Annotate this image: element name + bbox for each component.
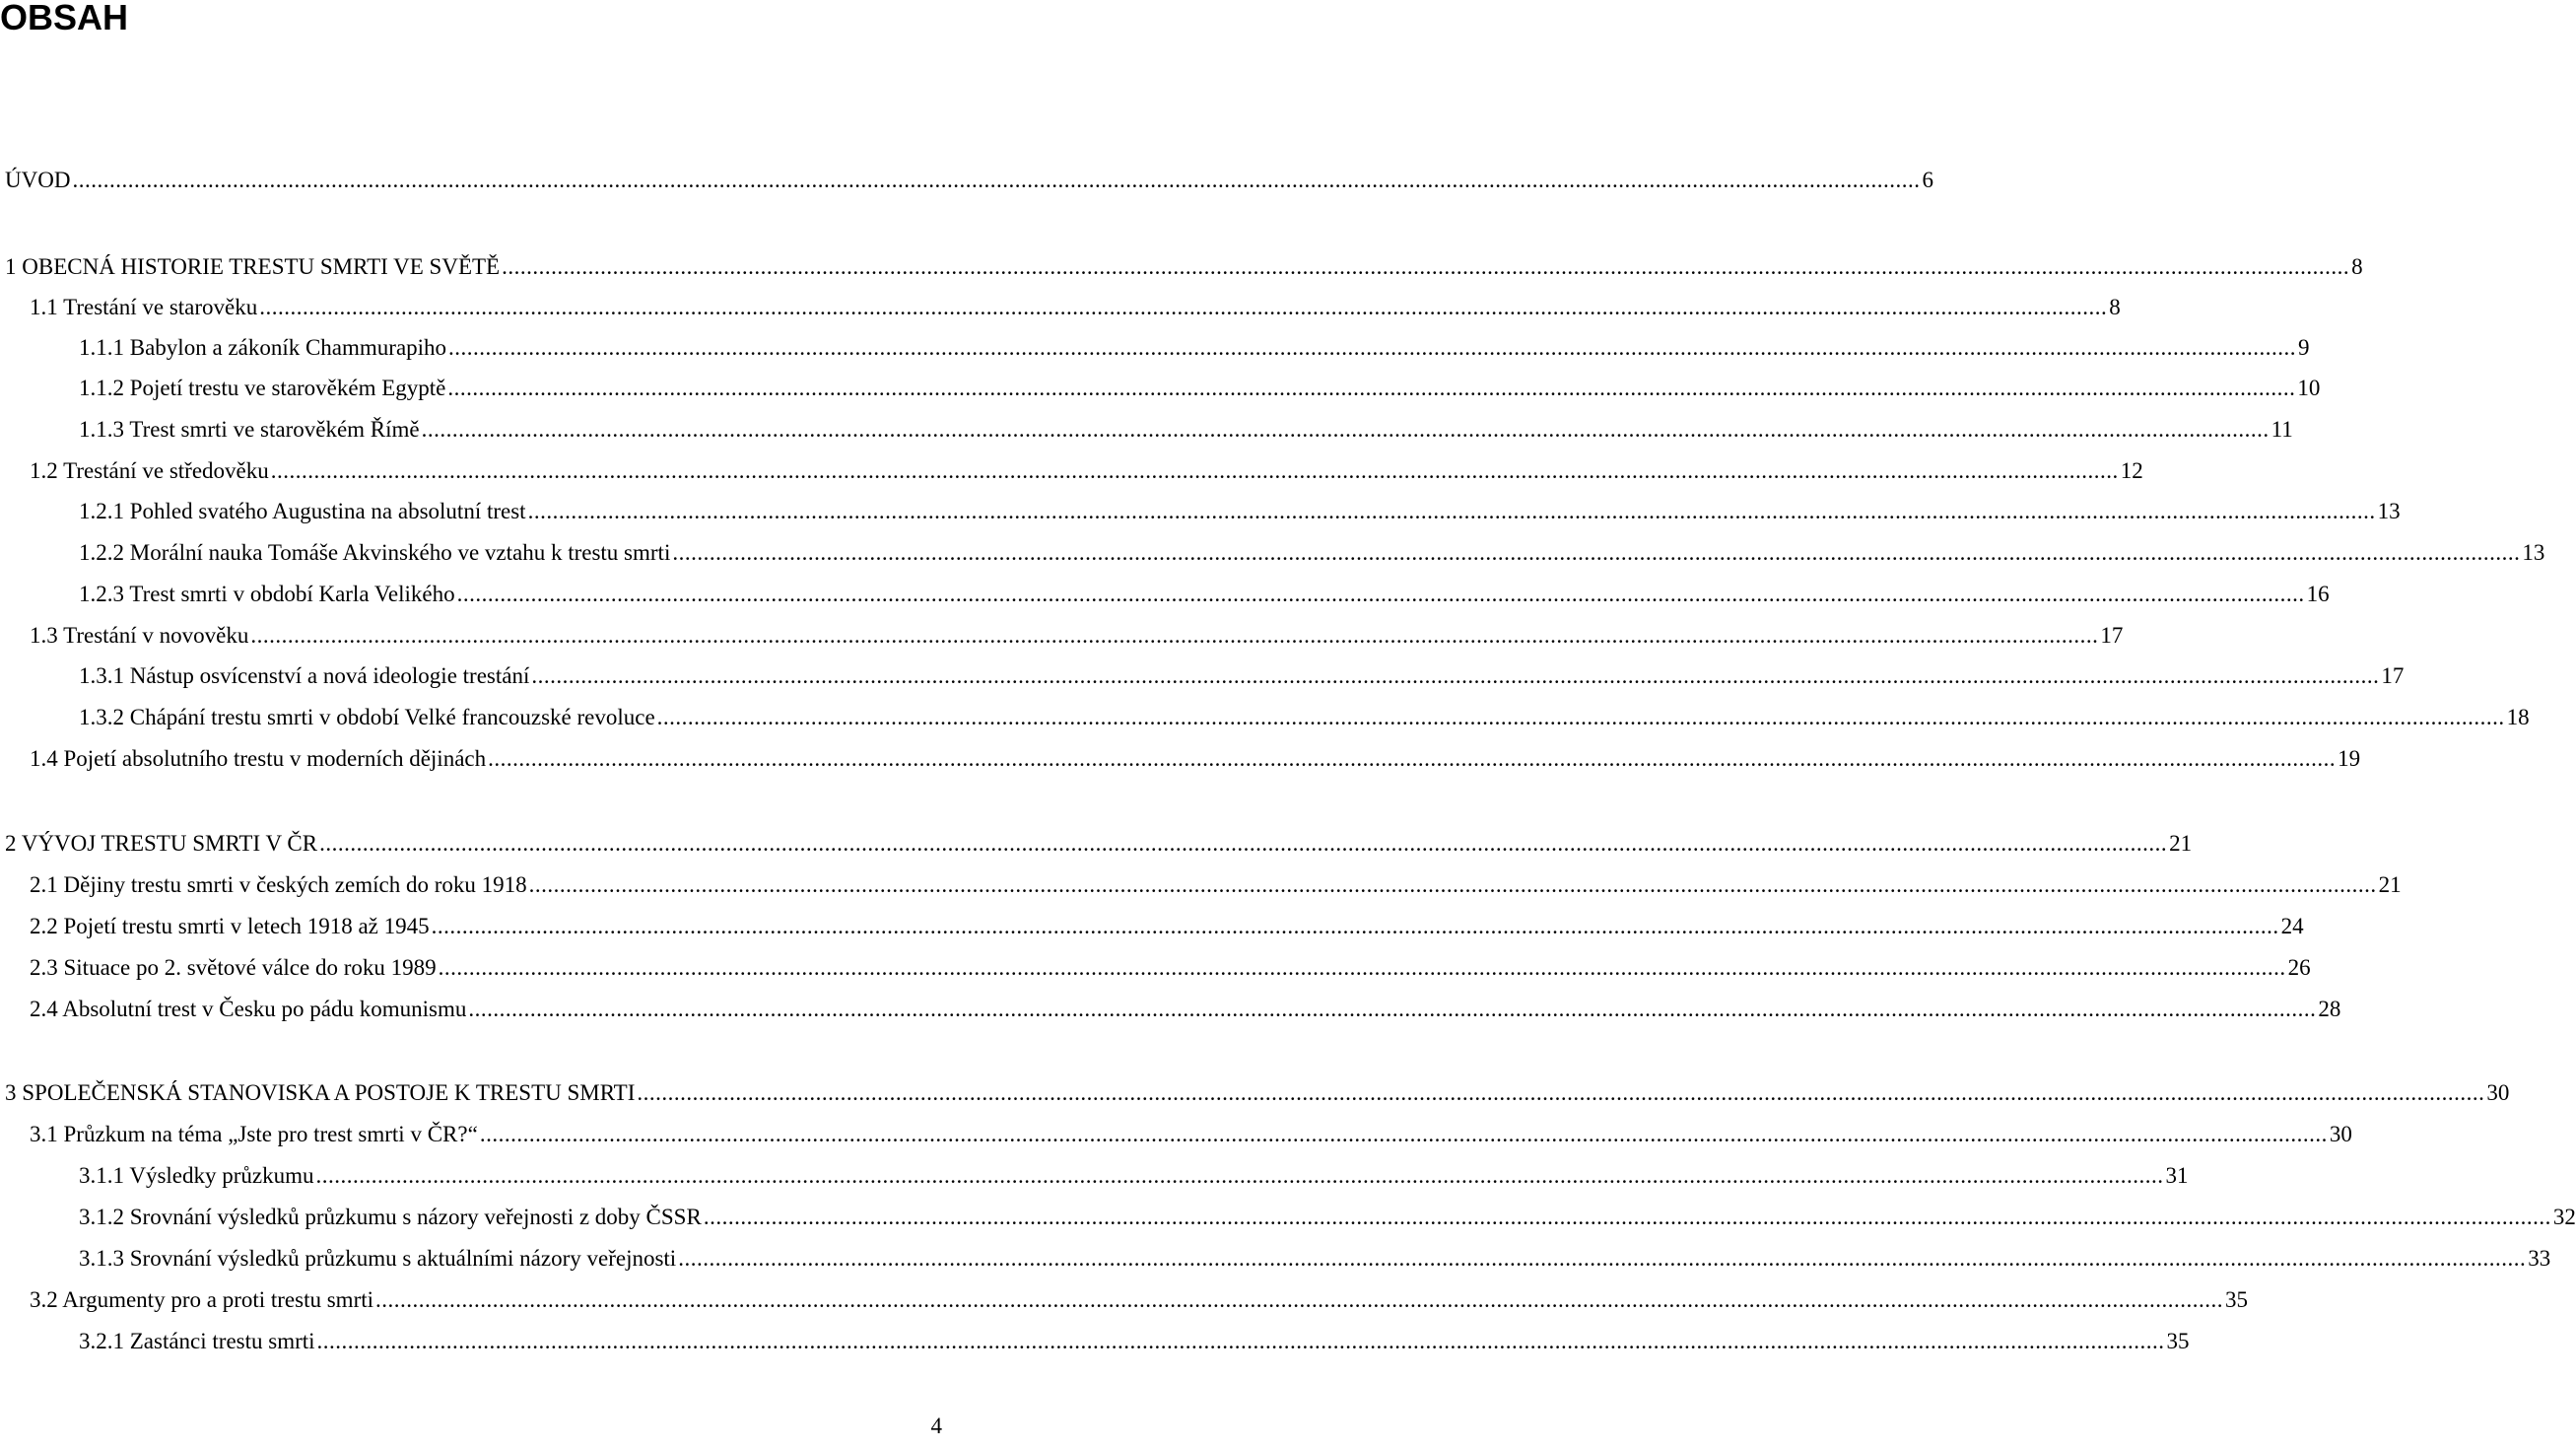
toc-entry-page: 31 xyxy=(2165,1163,2189,1188)
toc-dot-leader: ............................................................................................................................................................................................................................................................................................................ xyxy=(672,540,2521,565)
toc-entry[interactable] xyxy=(0,912,2304,941)
toc-entry-title: 1.2 Trestání ve středověku xyxy=(30,458,269,483)
toc-entry-title: 1.3.1 Nástup osvícenství a nová ideologie trestání xyxy=(79,663,530,688)
toc-entry[interactable] xyxy=(0,995,2341,1024)
toc-entry-title: 1.1.1 Babylon a zákoník Chammurapiho xyxy=(79,335,447,360)
toc-dot-leader: ............................................................................................................................................................................................................................................................................................................ xyxy=(656,705,2505,729)
toc-dot-leader: ............................................................................................................................................................................................................................................................................................................ xyxy=(315,1163,2164,1188)
toc-entry-page: 35 xyxy=(2166,1329,2190,1353)
toc-entry-page: 11 xyxy=(2271,417,2293,442)
toc-entry[interactable] xyxy=(0,497,2401,526)
toc-dot-leader: ............................................................................................................................................................................................................................................................................................................ xyxy=(502,254,2350,279)
toc-entry-title: 2 VÝVOJ TRESTU SMRTI V ČR xyxy=(5,831,318,856)
toc-entry[interactable] xyxy=(0,580,2330,609)
toc-entry-title: 1.3.2 Chápání trestu smrti v období Velké francouzské revoluce xyxy=(79,705,655,729)
toc-dot-leader: ............................................................................................................................................................................................................................................................................................................ xyxy=(678,1246,2527,1271)
toc-entry[interactable] xyxy=(0,166,1933,195)
toc-dot-leader: ............................................................................................................................................................................................................................................................................................................ xyxy=(531,663,2380,688)
toc-entry[interactable] xyxy=(0,1203,2576,1232)
toc-entry-title: 3.1.3 Srovnání výsledků průzkumu s aktuálními názory veřejnosti xyxy=(79,1246,677,1271)
toc-entry[interactable] xyxy=(0,415,2293,445)
toc-entry[interactable] xyxy=(0,1078,2510,1108)
toc-entry-title: 1.4 Pojetí absolutního trestu v moderních dějinách xyxy=(30,746,487,771)
toc-dot-leader: ............................................................................................................................................................................................................................................................................................................ xyxy=(431,914,2279,938)
toc-entry-title: 1.1.2 Pojetí trestu ve starověkém Egyptě xyxy=(79,376,446,400)
toc-entry-page: 17 xyxy=(2100,623,2124,648)
toc-entry-page: 19 xyxy=(2338,746,2361,771)
toc-entry-page: 32 xyxy=(2552,1205,2576,1229)
toc-entry[interactable] xyxy=(0,870,2402,900)
toc-entry-page: 30 xyxy=(2329,1122,2352,1146)
toc-dot-leader: ............................................................................................................................................................................................................................................................................................................ xyxy=(259,295,2108,319)
toc-dot-leader: ............................................................................................................................................................................................................................................................................................................ xyxy=(72,168,1921,192)
toc-entry[interactable] xyxy=(0,621,2124,651)
toc-entry-title: 2.4 Absolutní trest v Česku po pádu komunismu xyxy=(30,997,467,1021)
toc-entry-title: 3.2 Argumenty pro a proti trestu smrti xyxy=(30,1287,374,1312)
toc-entry-page: 21 xyxy=(2169,831,2193,856)
toc-entry-page: 12 xyxy=(2120,458,2143,483)
page-title: OBSAH xyxy=(0,0,129,37)
toc-entry[interactable] xyxy=(0,1161,2189,1191)
toc-entry-title: 3 SPOLEČENSKÁ STANOVISKA A POSTOJE K TRESTU SMRTI xyxy=(5,1080,636,1105)
toc-entry-page: 6 xyxy=(1922,168,1933,192)
toc-entry-title: 1.2.3 Trest smrti v období Karla Velikého xyxy=(79,582,455,606)
toc-dot-leader: ............................................................................................................................................................................................................................................................................................................ xyxy=(270,458,2119,483)
toc-entry-title: 1.3 Trestání v novověku xyxy=(30,623,249,648)
toc-entry[interactable] xyxy=(0,1285,2249,1315)
toc-entry-title: 1.1 Trestání ve starověku xyxy=(30,295,258,319)
toc-entry[interactable] xyxy=(0,252,2363,282)
toc-entry-page: 21 xyxy=(2378,872,2402,897)
toc-entry[interactable] xyxy=(0,333,2310,363)
toc-entry-page: 8 xyxy=(2351,254,2363,279)
toc-entry[interactable] xyxy=(0,374,2321,403)
toc-dot-leader: ............................................................................................................................................................................................................................................................................................................ xyxy=(479,1122,2328,1146)
toc-entry-page: 35 xyxy=(2225,1287,2249,1312)
toc-dot-leader: ............................................................................................................................................................................................................................................................................................................ xyxy=(468,997,2317,1021)
toc-dot-leader: ............................................................................................................................................................................................................................................................................................................ xyxy=(528,872,2377,897)
toc-dot-leader: ............................................................................................................................................................................................................................................................................................................ xyxy=(319,831,2168,856)
toc-entry[interactable] xyxy=(0,1244,2551,1274)
toc-entry-title: 1.1.3 Trest smrti ve starověkém Římě xyxy=(79,417,420,442)
toc-dot-leader: ............................................................................................................................................................................................................................................................................................................ xyxy=(375,1287,2224,1312)
toc-dot-leader: ............................................................................................................................................................................................................................................................................................................ xyxy=(438,955,2286,980)
toc-entry[interactable] xyxy=(0,1120,2352,1149)
toc-dot-leader: ............................................................................................................................................................................................................................................................................................................ xyxy=(316,1329,2165,1353)
toc-entry-page: 13 xyxy=(2377,499,2401,523)
toc-dot-leader: ............................................................................................................................................................................................................................................................................................................ xyxy=(250,623,2099,648)
toc-entry[interactable] xyxy=(0,703,2530,732)
toc-entry-title: 1 OBECNÁ HISTORIE TRESTU SMRTI VE SVĚTĚ xyxy=(5,254,501,279)
toc-entry-title: 3.2.1 Zastánci trestu smrti xyxy=(79,1329,315,1353)
toc-entry-title: 3.1.2 Srovnání výsledků průzkumu s názory veřejnosti z doby ČSSR xyxy=(79,1205,702,1229)
toc-entry-title: 3.1.1 Výsledky průzkumu xyxy=(79,1163,314,1188)
toc-entry[interactable] xyxy=(0,829,2193,859)
toc-entry-page: 17 xyxy=(2381,663,2405,688)
toc-entry[interactable] xyxy=(0,744,2361,774)
toc-entry[interactable] xyxy=(0,456,2143,486)
toc-entry-title: ÚVOD xyxy=(5,168,71,192)
toc-entry-title: 3.1 Průzkum na téma „Jste pro trest smrti v ČR?“ xyxy=(30,1122,478,1146)
toc-entry-page: 30 xyxy=(2486,1080,2510,1105)
toc-entry-page: 8 xyxy=(2109,295,2121,319)
toc-entry-title: 1.2.2 Morální nauka Tomáše Akvinského ve vztahu k trestu smrti xyxy=(79,540,671,565)
toc-entry-page: 13 xyxy=(2522,540,2545,565)
toc-entry[interactable] xyxy=(0,538,2545,568)
toc-entry-page: 10 xyxy=(2297,376,2321,400)
toc-entry[interactable] xyxy=(0,661,2405,691)
toc-entry[interactable] xyxy=(0,953,2311,983)
toc-entry-page: 33 xyxy=(2528,1246,2551,1271)
toc-entry-page: 18 xyxy=(2506,705,2530,729)
toc-entry[interactable] xyxy=(0,293,2121,322)
toc-entry-title: 1.2.1 Pohled svatého Augustina na absolutní trest xyxy=(79,499,526,523)
toc-dot-leader: ............................................................................................................................................................................................................................................................................................................ xyxy=(488,746,2337,771)
toc-dot-leader: ............................................................................................................................................................................................................................................................................................................ xyxy=(527,499,2376,523)
toc-dot-leader: ............................................................................................................................................................................................................................................................................................................ xyxy=(421,417,2270,442)
toc-entry-page: 26 xyxy=(2287,955,2311,980)
toc-entry-page: 16 xyxy=(2306,582,2330,606)
toc-entry-title: 2.2 Pojetí trestu smrti v letech 1918 až 1945 xyxy=(30,914,430,938)
toc-entry-page: 24 xyxy=(2280,914,2304,938)
toc-entry[interactable] xyxy=(0,1327,2190,1356)
toc-dot-leader: ............................................................................................................................................................................................................................................................................................................ xyxy=(448,335,2297,360)
toc-entry-page: 9 xyxy=(2298,335,2310,360)
page-number: 4 xyxy=(930,1414,942,1438)
toc-entry-page: 28 xyxy=(2318,997,2341,1021)
toc-entry-title: 2.3 Situace po 2. světové válce do roku 1989 xyxy=(30,955,437,980)
toc-entry-title: 2.1 Dějiny trestu smrti v českých zemích do roku 1918 xyxy=(30,872,527,897)
toc-dot-leader: ............................................................................................................................................................................................................................................................................................................ xyxy=(637,1080,2485,1105)
toc-dot-leader: ............................................................................................................................................................................................................................................................................................................ xyxy=(703,1205,2551,1229)
toc-dot-leader: ............................................................................................................................................................................................................................................................................................................ xyxy=(456,582,2305,606)
toc-dot-leader: ............................................................................................................................................................................................................................................................................................................ xyxy=(447,376,2296,400)
